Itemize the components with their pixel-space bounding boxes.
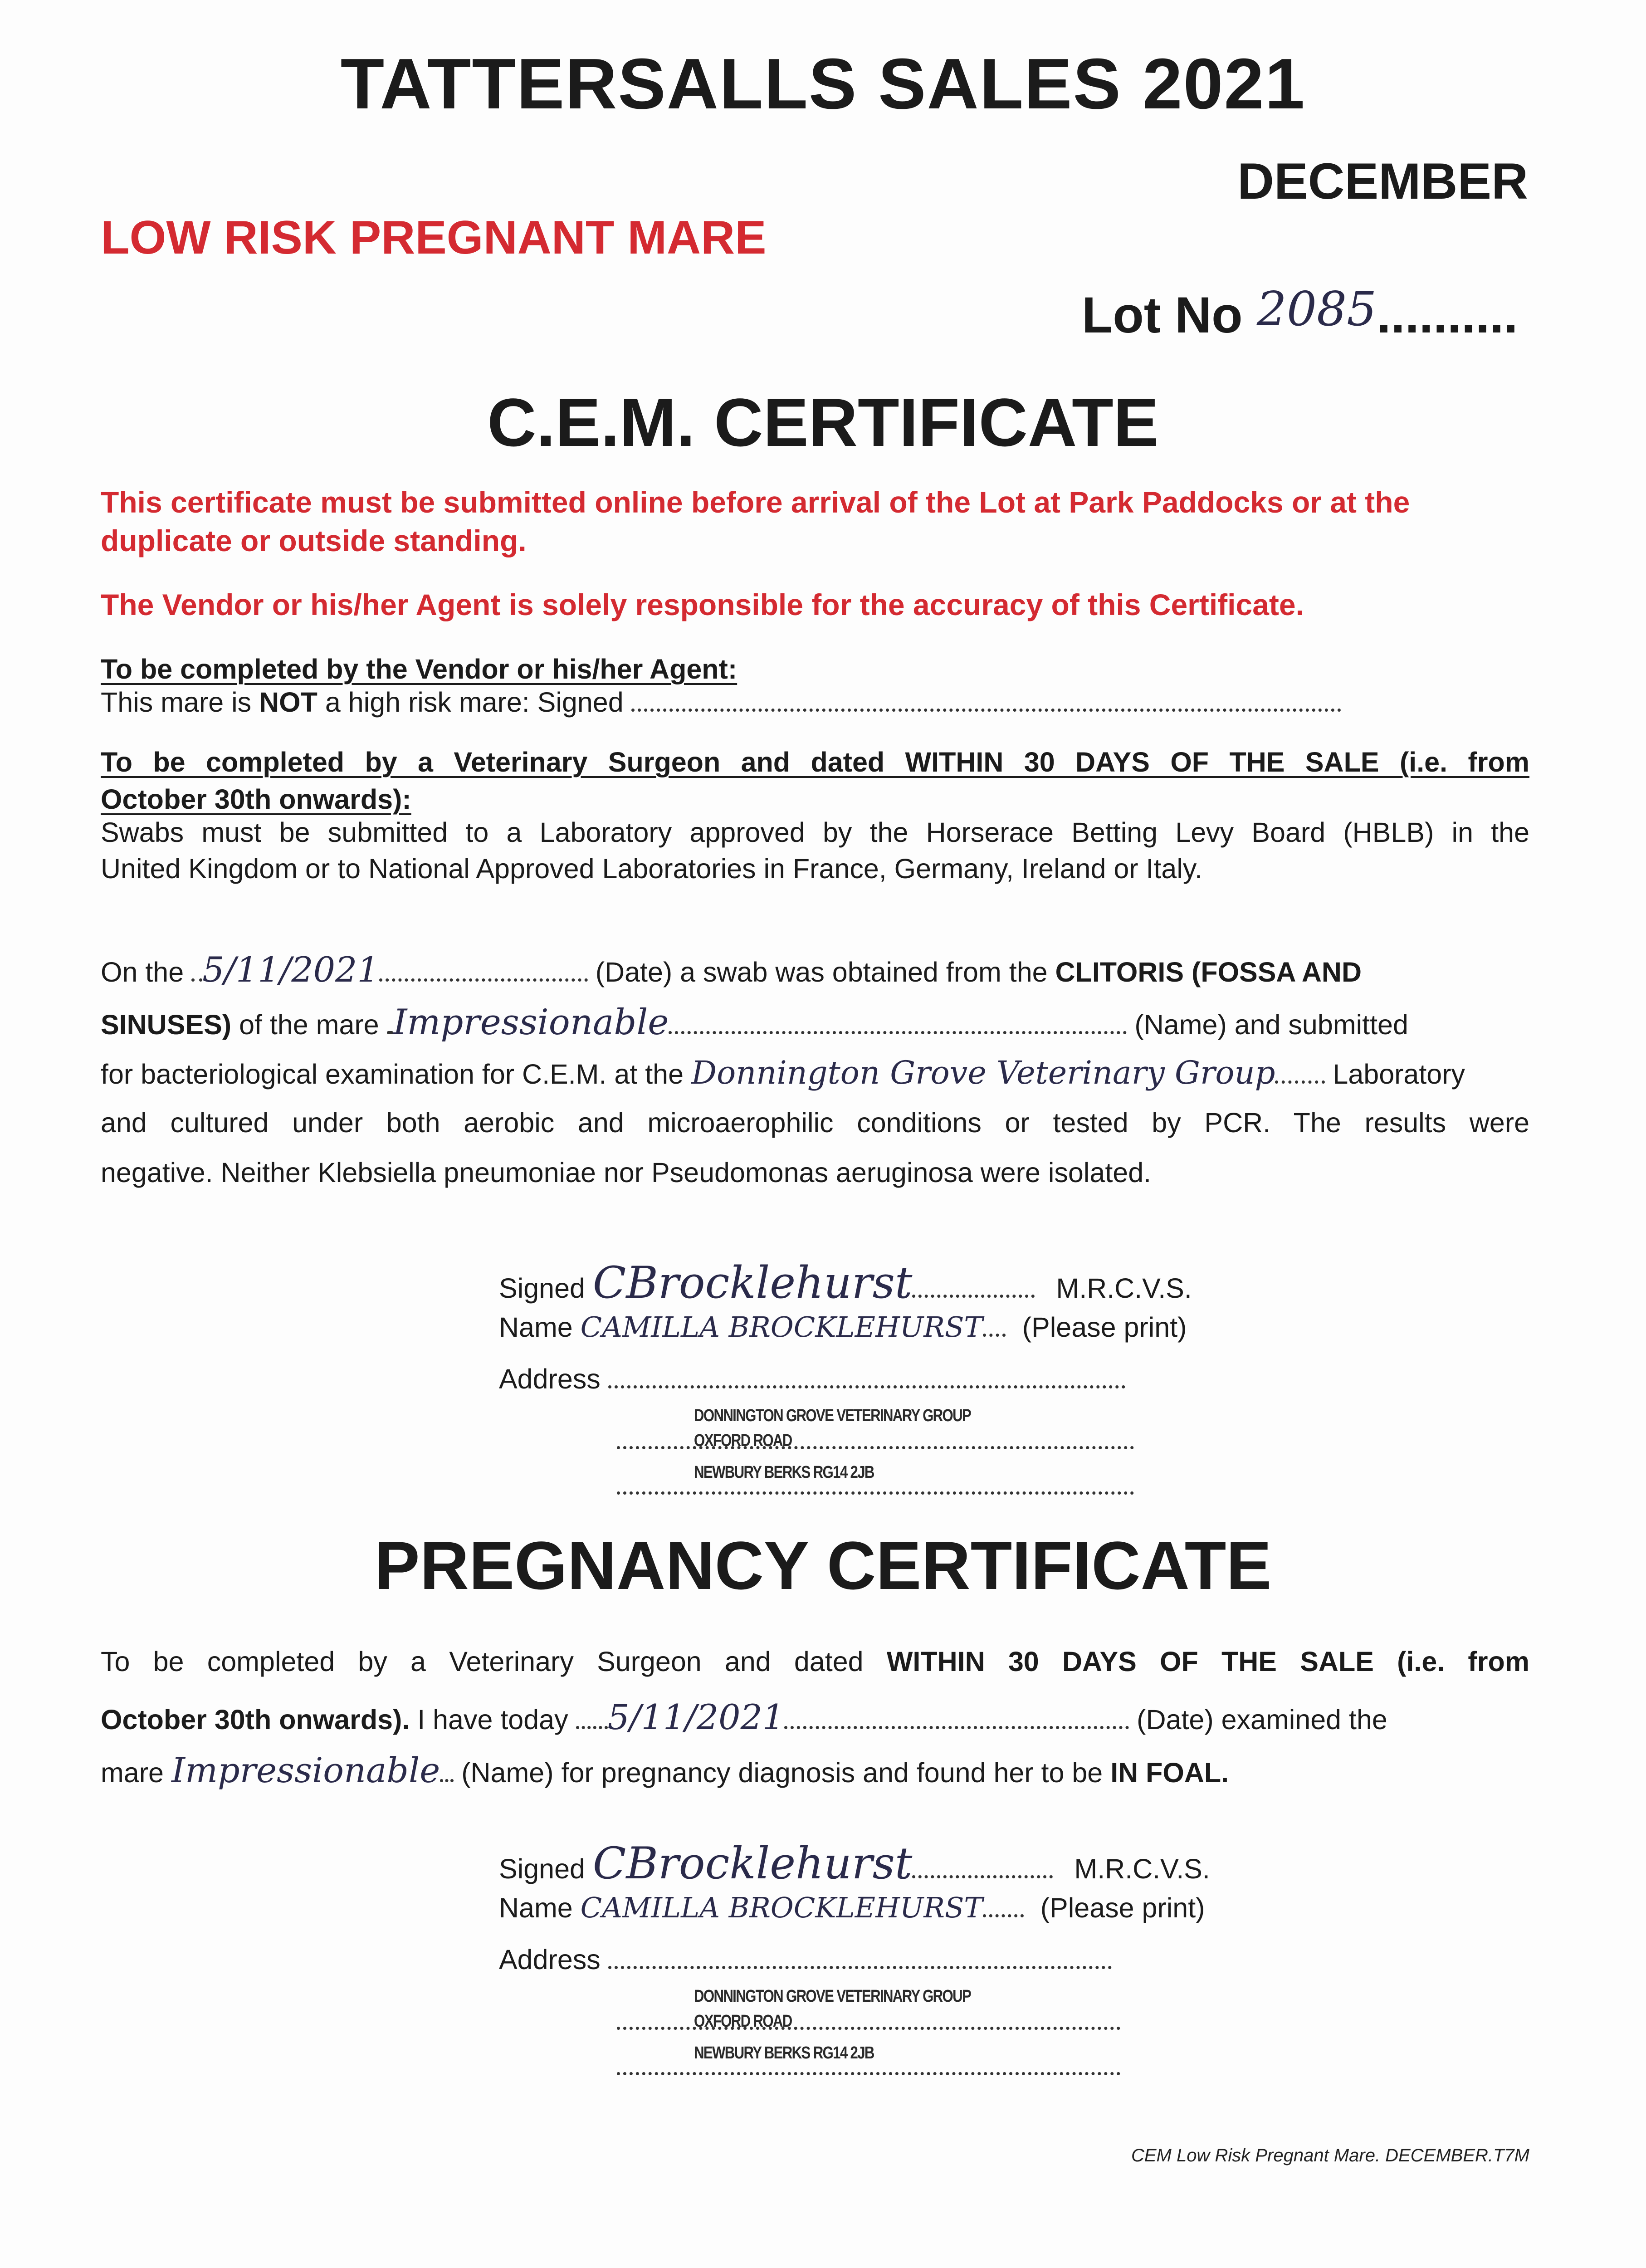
vet-section-heading-cont: October 30th onwards): (101, 784, 411, 815)
negative-result: negative. Neither Klebsiella pneumoniae nor Pseudomonas aeruginosa were isolated. (101, 1157, 1152, 1188)
swab-instructions: Swabs must be submitted to a Laboratory approved by the Horserace Betting Levy Board (HBLB) in the (101, 817, 1529, 848)
pregnancy-intro: To be completed by a Veterinary Surgeon and dated WITHIN 30 DAYS OF THE SALE (i.e. from (101, 1646, 1529, 1677)
pregnancy-mare-row: mare Impressionable (Name) for pregnancy diagnosis and found her to be IN FOAL. (101, 1750, 1229, 1790)
pregnancy-address-line[interactable] (608, 1966, 1112, 1969)
lot-number-row (1082, 281, 1518, 344)
vendor-declaration: This mare is NOT a high risk mare: Signed (101, 689, 1341, 716)
submission-notice: This certificate must be submitted online before arrival of the Lot at Park Paddocks or at the duplicate or outside standing. (101, 485, 1410, 557)
exam-date-row: October 30th onwards). I have today 5/11/2021 (Date) examined the (101, 1697, 1387, 1737)
cem-heading: C.E.M. CERTIFICATE (487, 384, 1159, 460)
pregnancy-mare-name[interactable]: Impressionable (171, 1750, 440, 1790)
pregnancy-address-row: Address (499, 1946, 1112, 1974)
swab-date[interactable]: 5/11/2021 (202, 949, 379, 990)
pregnancy-signed-row: Signed CBrocklehurst M.R.C.V.S. (499, 1838, 1210, 1889)
cem-name-row: Name CAMILLA BROCKLEHURST (Please print) (499, 1310, 1187, 1344)
vet-section-heading: To be completed by a Veterinary Surgeon and dated WITHIN 30 DAYS OF THE SALE (i.e. from (101, 747, 1529, 777)
swab-instructions-cont: United Kingdom or to National Approved Laboratories in France, Germany, Ireland or Italy. (101, 853, 1202, 884)
mare-category: LOW RISK PREGNANT MARE (101, 211, 767, 264)
laboratory-row: for bacteriological examination for C.E.M. at the Donnington Grove Veterinary Group Laboratory (101, 1054, 1465, 1091)
sale-month: DECEMBER (1237, 153, 1528, 210)
laboratory-name[interactable]: Donnington Grove Veterinary Group (691, 1054, 1275, 1091)
lot-dots: .......... (1377, 287, 1518, 343)
pregnancy-name-row: Name CAMILLA BROCKLEHURST (Please print) (499, 1891, 1205, 1924)
lot-number: 2085 (1256, 281, 1377, 337)
certificate-page: TATTERSALLS SALES 2021 DECEMBER LOW RISK PREGNANT MARE Lot No 2085.......... C.E.M. CERTIFICATE This certificate must be submitted online before arrival of the Lot at Park Paddocks or at the duplicate or outside standing. The Vendor or his/her Agent is solely responsible for the accuracy of this Certificate. To be completed by the Vendor or his/her Agent: This mare is NOT a high risk mare: Signed To be completed by a Veterinary Surgeon and dated WITHIN 30 DAYS OF THE SALE (i.e. from October 30th onwards): Swabs must be submitted to a Laboratory approved by the Horserace Betting Levy Board (HBLB) in the United Kingdom or to National Approved Laboratories in France, Germany, Ireland or Italy. On the 5/11/2021 (Date) a swab was obtained from the CLITORIS (FOSSA AND SINUSES) of the mare Impressionable (Name) and submitted for bacteriological examination for C.E.M. at the Donnington Grove Veterinary Group Laboratory and cultured under both aerobic and microaerophilic conditions or tested by PCR. The results were negative. Neither Klebsiella pneumoniae nor Pseudomonas aeruginosa were isolated. Signed CBrocklehurst M.R.C.V.S. Name CAMILLA BROCKLEHURST (Please print) Address DONNINGTON GROVE VETERINARY GROUP OXFORD ROAD NEWBURY BERKS RG14 2JB PREGNANCY CERTIFICATE To be completed by a Veterinary Surgeon and dated WITHIN 30 DAYS OF THE SALE (i.e. from October 30th onwards). I have today 5/11/2021 (Date) examined the mare Impressionable (Name) for pregnancy diagnosis and found her to be IN FOAL. Signed CBrocklehurst M.R.C.V.S. Name CAMILLA BROCKLEHURST (Please print) Address DONNINGTON GROVE VETERINARY GROUP OXFORD ROAD NEWBURY BERKS RG14 2JB CEM Low Risk Pregnant Mare. DECEMBER.T7M (0, 0, 1646, 2268)
cem-signed-row: Signed CBrocklehurst M.R.C.V.S. (499, 1257, 1192, 1308)
swab-date-row: On the 5/11/2021 (Date) a swab was obtained from the CLITORIS (FOSSA AND (101, 949, 1362, 990)
cem-mare-name[interactable]: Impressionable (393, 1002, 669, 1043)
cem-address-line[interactable] (608, 1385, 1125, 1388)
pregnancy-heading: PREGNANCY CERTIFICATE (374, 1527, 1272, 1603)
cem-address-row: Address (499, 1365, 1125, 1393)
culture-statement: and cultured under both aerobic and microaerophilic conditions or tested by PCR. The results were (101, 1107, 1529, 1138)
pregnancy-signature[interactable]: CBrocklehurst (592, 1838, 913, 1889)
vendor-section-heading: To be completed by the Vendor or his/her Agent: (101, 654, 738, 684)
cem-signature[interactable]: CBrocklehurst (592, 1257, 913, 1308)
cem-vet-name[interactable]: CAMILLA BROCKLEHURST (580, 1310, 983, 1344)
responsibility-notice: The Vendor or his/her Agent is solely responsible for the accuracy of this Certificate. (101, 588, 1304, 621)
document-title: TATTERSALLS SALES 2021 (340, 44, 1306, 124)
pregnancy-vet-name[interactable]: CAMILLA BROCKLEHURST (580, 1891, 983, 1924)
mare-name-row: SINUSES) of the mare Impressionable (Name) and submitted (101, 1002, 1408, 1043)
lot-label: Lot No (1082, 287, 1243, 343)
vendor-signature-line[interactable] (631, 709, 1341, 712)
footer-reference: CEM Low Risk Pregnant Mare. DECEMBER.T7M (1131, 2146, 1529, 2165)
exam-date[interactable]: 5/11/2021 (607, 1697, 785, 1737)
